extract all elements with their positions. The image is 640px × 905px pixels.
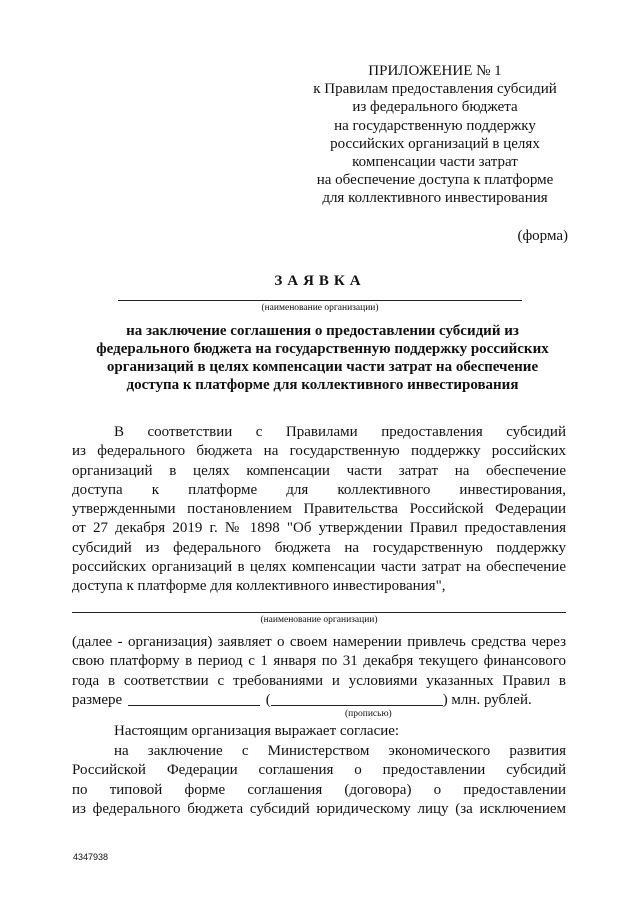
subtitle-line: доступа к платформе для коллективного инвестирования xyxy=(126,377,519,393)
amount-words-field[interactable] xyxy=(271,691,443,706)
appendix-header xyxy=(300,62,570,208)
document-number: 4347938 xyxy=(73,852,109,862)
paragraph-basis xyxy=(72,423,566,597)
subtitle-line: федерального бюджета на государственную поддержку российских xyxy=(96,341,549,357)
words-caption: (прописью) xyxy=(345,709,392,719)
paragraph-line: В соответствии с Правилами предоставления субсидий xyxy=(114,424,566,440)
amount-prefix: размере xyxy=(72,692,123,708)
appendix-line: ПРИЛОЖЕНИЕ № 1 xyxy=(368,63,502,79)
paragraph-consent-intro xyxy=(72,722,566,741)
appendix-line: на обеспечение доступа к платформе xyxy=(316,172,554,189)
paragraph-line: Российской Федерации соглашения о предоставлении субсидий xyxy=(72,762,566,779)
document-title: ЗАЯВКА xyxy=(274,273,366,289)
paragraph-line: организаций в целях компенсации части затрат на обеспечение xyxy=(72,462,566,479)
appendix-line: для коллективного инвестирования xyxy=(322,190,548,207)
paragraph-intent xyxy=(72,633,566,691)
paragraph-line: года в соответствии с требованиями и условиями указанных Правил в xyxy=(72,672,566,689)
paragraph-line: утвержденными постановлением Правительства Российской Федерации xyxy=(72,501,566,518)
paragraph-line: российских организаций в целях компенсации части затрат на обеспечение xyxy=(72,559,566,576)
form-label: (форма) xyxy=(517,228,568,244)
subtitle-line: организаций в целях компенсации части затрат на обеспечение xyxy=(106,359,539,375)
amount-row xyxy=(72,691,566,709)
org-name-caption-1: (наименование организации) xyxy=(261,303,379,313)
amount-digits-field[interactable] xyxy=(128,691,260,706)
paragraph-line: из федерального бюджета субсидий юридическому лицу (за исключением xyxy=(72,800,566,817)
paragraph-consent xyxy=(72,742,566,819)
org-name-line-1 xyxy=(118,300,522,301)
paragraph-line: из федерального бюджета на государственную поддержку российских xyxy=(72,443,566,460)
org-name-caption-2: (наименование организации) xyxy=(260,615,378,625)
paragraph-line: на заключение с Министерством экономического развития xyxy=(114,743,566,759)
paragraph-line: (далее - организация) заявляет о своем намерении привлечь средства через xyxy=(72,634,566,650)
paragraph-line: от 27 декабря 2019 г. № 1898 "Об утверждении Правил предоставления xyxy=(72,520,566,537)
amount-suffix: ) млн. рублей. xyxy=(442,692,532,708)
appendix-line: российских организаций в целях xyxy=(330,135,540,152)
paragraph-line: свою платформу в период с 1 января по 31 декабря текущего финансового xyxy=(72,653,566,670)
paragraph-line: доступа к платформе для коллективного инвестирования, xyxy=(72,481,566,498)
paragraph-line: по типовой форме соглашения (договора) о предоставлении xyxy=(72,781,566,798)
document-subtitle xyxy=(60,322,585,394)
appendix-line: из федерального бюджета xyxy=(352,99,518,116)
amount-open-paren: ( xyxy=(265,692,271,708)
org-name-line-2 xyxy=(72,612,566,613)
paragraph-line: субсидий из федерального бюджета на государственную поддержку xyxy=(72,539,566,556)
appendix-line: к Правилам предоставления субсидий xyxy=(313,81,557,98)
paragraph-line: доступа к платформе для коллективного инвестирования", xyxy=(72,578,446,595)
paragraph-line: Настоящим организация выражает согласие: xyxy=(114,723,400,739)
appendix-line: компенсации части затрат xyxy=(352,154,518,171)
subtitle-line: на заключение соглашения о предоставлении субсидий из xyxy=(126,323,519,339)
appendix-line: на государственную поддержку xyxy=(334,117,536,134)
